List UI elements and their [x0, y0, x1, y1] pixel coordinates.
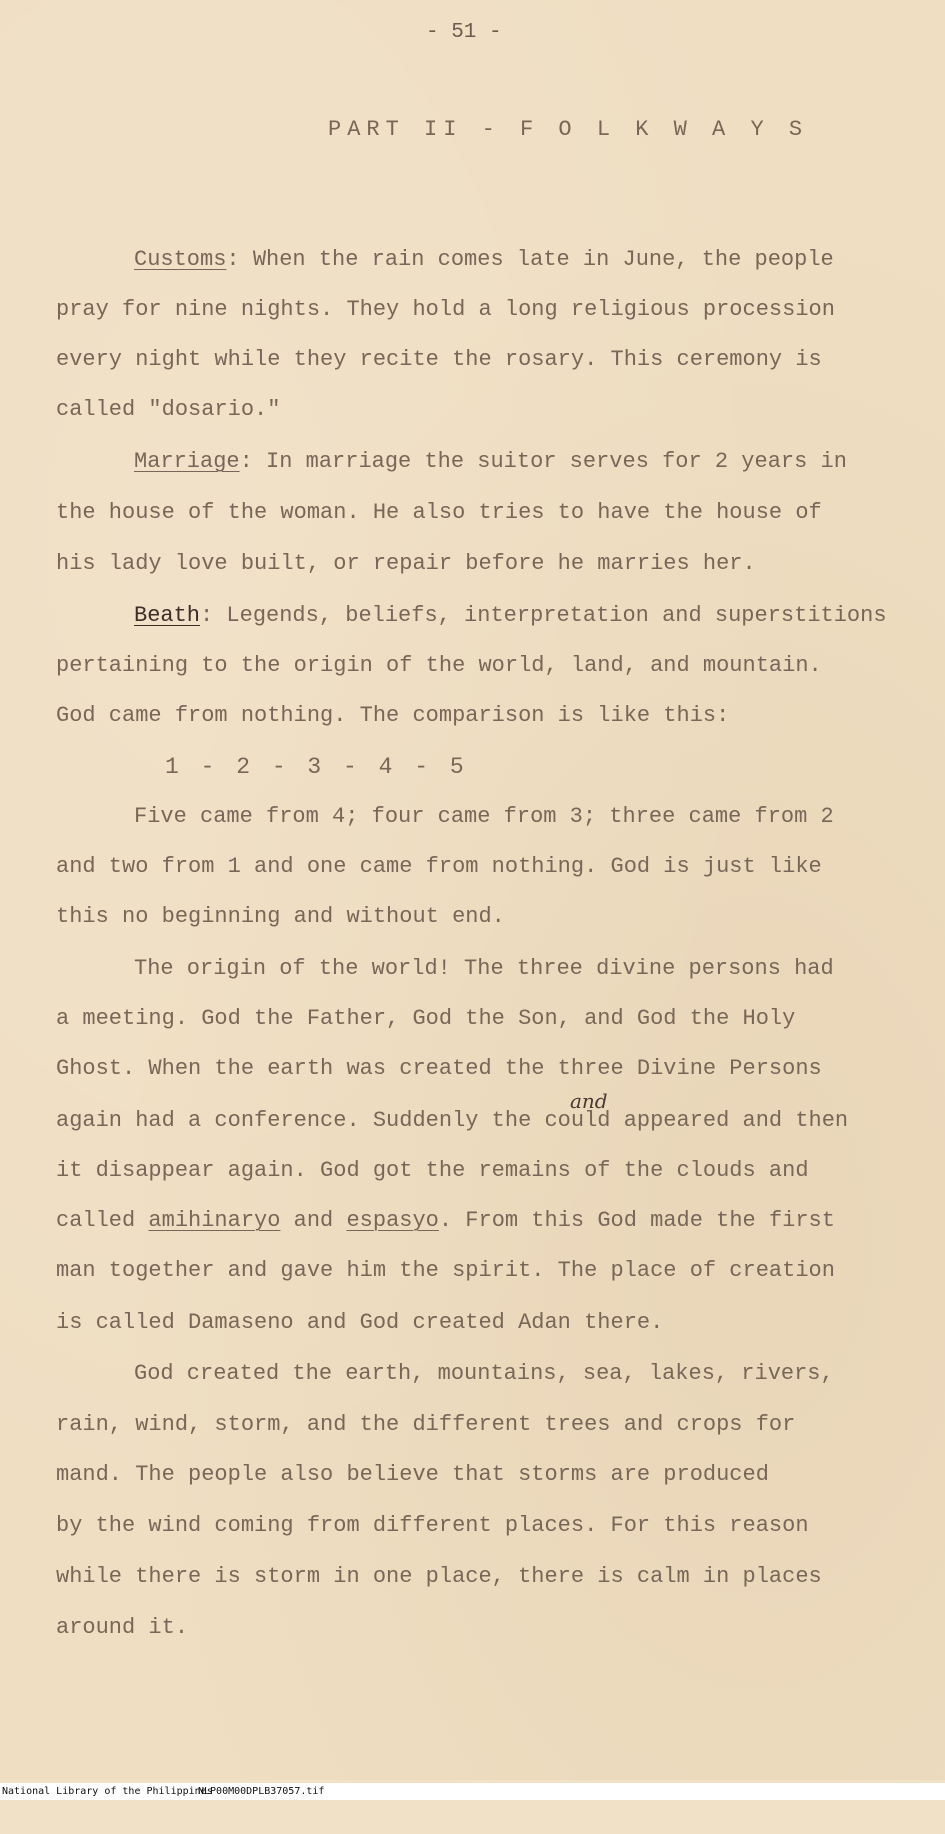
beliefs-label: Beath	[134, 603, 201, 628]
beliefs-line-2: pertaining to the origin of the world, land, and mountain.	[56, 653, 822, 678]
footer-library: National Library of the Philippines	[2, 1786, 213, 1797]
customs-line-1: Customs: When the rain comes late in June, the people	[134, 247, 834, 272]
handwritten-correction: and	[570, 1089, 608, 1113]
scan-footer	[0, 1783, 945, 1800]
term-espasyo: espasyo	[346, 1208, 439, 1233]
term-amihinaryo: amihinaryo	[148, 1208, 281, 1233]
marriage-line-2: the house of the woman. He also tries to have the house of	[56, 500, 822, 525]
page-heading: PART II - F O L K W A Y S	[328, 117, 809, 142]
customs-line-2: pray for nine nights. They hold a long religious procession	[56, 297, 835, 322]
creation-line-2: rain, wind, storm, and the different trees and crops for	[56, 1412, 796, 1437]
origin-line-6: called amihinaryo and espasyo. From this God made the first	[56, 1208, 835, 1233]
sequence-line-2: and two from 1 and one came from nothing. God is just like	[56, 854, 822, 879]
creation-line-6: around it.	[56, 1615, 189, 1640]
beliefs-line-1: Beath: Legends, beliefs, interpretation and superstitions	[134, 603, 887, 628]
customs-label: Customs	[134, 247, 227, 272]
origin-line-5: it disappear again. God got the remains of the clouds and	[56, 1158, 809, 1183]
page-number: - 51 -	[426, 21, 502, 44]
customs-line-4: called "dosario."	[56, 397, 281, 422]
origin-line-1: The origin of the world! The three divine persons had	[134, 956, 834, 981]
origin-line-4: again had a conference. Suddenly the could appeared and then	[56, 1108, 849, 1133]
sequence-line-3: this no beginning and without end.	[56, 904, 505, 929]
marriage-label: Marriage	[134, 449, 240, 474]
origin-line-2: a meeting. God the Father, God the Son, and God the Holy	[56, 1006, 796, 1031]
creation-line-4: by the wind coming from different places. For this reason	[56, 1513, 809, 1538]
sequence-line-1: Five came from 4; four came from 3; three came from 2	[134, 804, 834, 829]
origin-line-7: man together and gave him the spirit. The place of creation	[56, 1258, 835, 1283]
creation-line-1: God created the earth, mountains, sea, lakes, rivers,	[134, 1361, 834, 1386]
marriage-line-3: his lady love built, or repair before he marries her.	[56, 551, 756, 576]
origin-line-3: Ghost. When the earth was created the three Divine Persons	[56, 1056, 822, 1081]
footer-filename: NLP00M00DPLB37057.tif	[198, 1786, 325, 1797]
origin-line-8: is called Damaseno and God created Adan there.	[56, 1310, 664, 1335]
creation-line-3: mand. The people also believe that storms are produced	[56, 1462, 769, 1487]
creation-line-5: while there is storm in one place, there is calm in places	[56, 1564, 822, 1589]
customs-line-3: every night while they recite the rosary. This ceremony is	[56, 347, 822, 372]
beliefs-line-3: God came from nothing. The comparison is like this:	[56, 703, 730, 728]
marriage-line-1: Marriage: In marriage the suitor serves for 2 years in	[134, 449, 847, 474]
number-sequence: 1 - 2 - 3 - 4 - 5	[165, 754, 468, 780]
